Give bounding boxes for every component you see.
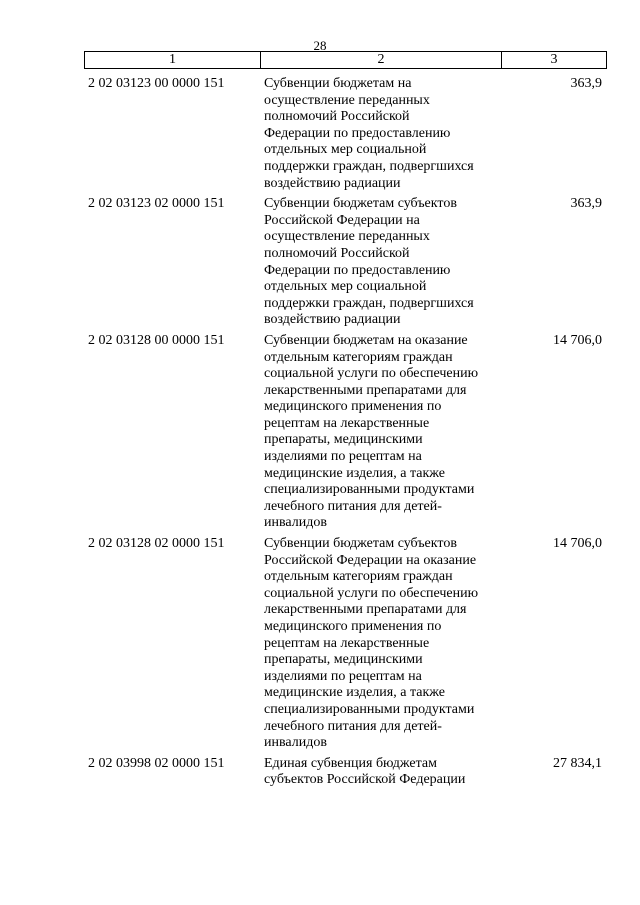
description-line: Российской Федерации на bbox=[264, 212, 420, 228]
description-line: отдельным категориям граждан bbox=[264, 349, 453, 365]
description-line: полномочий Российской bbox=[264, 109, 410, 125]
description-line: рецептам на лекарственные bbox=[264, 635, 430, 651]
budget-amount: 14 706,0 bbox=[553, 536, 602, 552]
description-line: лекарственными препаратами для bbox=[264, 382, 467, 398]
budget-code: 2 02 03123 00 0000 151 bbox=[88, 76, 225, 91]
description-line: инвалидов bbox=[264, 735, 327, 751]
budget-code: 2 02 03998 02 0000 151 bbox=[88, 755, 225, 771]
description-line: изделиями по рецептам на bbox=[264, 449, 422, 465]
description-line: медицинского применения по bbox=[264, 619, 442, 634]
column-header-code: 1 bbox=[85, 52, 261, 68]
description-line: лечебного питания для детей- bbox=[264, 498, 442, 514]
budget-code: 2 02 03128 02 0000 151 bbox=[88, 536, 225, 552]
description-line: Субвенции бюджетам субъектов bbox=[264, 536, 457, 552]
description-line: социальной услуги по обеспечению bbox=[264, 366, 479, 382]
description-line: Единая субвенция бюджетам bbox=[264, 755, 437, 771]
budget-amount: 27 834,1 bbox=[553, 755, 602, 771]
description-line: воздействию радиации bbox=[264, 312, 401, 328]
budget-amount: 363,9 bbox=[570, 76, 602, 91]
description-line: отдельных мер социальной bbox=[264, 279, 427, 295]
description-line: лекарственными препаратами для bbox=[264, 602, 467, 618]
description-line: осуществление переданных bbox=[264, 229, 430, 245]
budget-description bbox=[262, 756, 502, 789]
description-line: Российской Федерации на оказание bbox=[264, 552, 477, 568]
description-line: полномочий Российской bbox=[264, 245, 410, 261]
description-line: воздействию радиации bbox=[264, 175, 401, 191]
budget-description bbox=[262, 536, 502, 752]
budget-description bbox=[262, 196, 502, 329]
table-row bbox=[84, 76, 607, 192]
budget-amount: 14 706,0 bbox=[553, 332, 602, 348]
description-line: отдельных мер социальной bbox=[264, 142, 427, 158]
page-number: 28 bbox=[313, 38, 327, 53]
description-line: лечебного питания для детей- bbox=[264, 718, 442, 734]
description-line: поддержки граждан, подвергшихся bbox=[264, 158, 474, 174]
description-line: отдельным категориям граждан bbox=[264, 569, 453, 585]
description-line: специализированными продуктами bbox=[264, 482, 475, 498]
description-line: препараты, медицинскими bbox=[264, 432, 423, 448]
budget-code: 2 02 03128 00 0000 151 bbox=[88, 332, 225, 348]
table-row bbox=[84, 756, 607, 789]
description-line: осуществление переданных bbox=[264, 92, 430, 108]
table-row bbox=[84, 196, 607, 329]
description-line: Субвенции бюджетам субъектов bbox=[264, 196, 457, 212]
budget-code: 2 02 03123 02 0000 151 bbox=[88, 196, 225, 212]
description-line: медицинского применения по bbox=[264, 399, 442, 415]
budget-description bbox=[262, 76, 502, 192]
budget-description bbox=[262, 333, 502, 532]
description-line: социальной услуги по обеспечению bbox=[264, 585, 479, 601]
column-header-description: 2 bbox=[261, 52, 502, 68]
description-line: Субвенции бюджетам на bbox=[264, 76, 412, 91]
table-header bbox=[84, 51, 607, 69]
table-body bbox=[84, 76, 607, 793]
description-line: Федерации по предоставлению bbox=[264, 125, 451, 141]
table-row bbox=[84, 536, 607, 752]
column-header-amount: 3 bbox=[550, 52, 558, 67]
description-line: поддержки граждан, подвергшихся bbox=[264, 295, 474, 311]
description-line: инвалидов bbox=[264, 515, 327, 531]
description-line: Федерации по предоставлению bbox=[264, 262, 451, 278]
description-line: Субвенции бюджетам на оказание bbox=[264, 332, 468, 348]
description-line: специализированными продуктами bbox=[264, 701, 475, 717]
budget-amount: 363,9 bbox=[570, 196, 602, 212]
description-line: изделиями по рецептам на bbox=[264, 668, 422, 684]
description-line: субъектов Российской Федерации bbox=[264, 772, 466, 788]
description-line: препараты, медицинскими bbox=[264, 652, 423, 668]
description-line: рецептам на лекарственные bbox=[264, 415, 430, 431]
table-row bbox=[84, 333, 607, 532]
description-line: медицинские изделия, а также bbox=[264, 685, 445, 701]
description-line: медицинские изделия, а также bbox=[264, 465, 445, 481]
